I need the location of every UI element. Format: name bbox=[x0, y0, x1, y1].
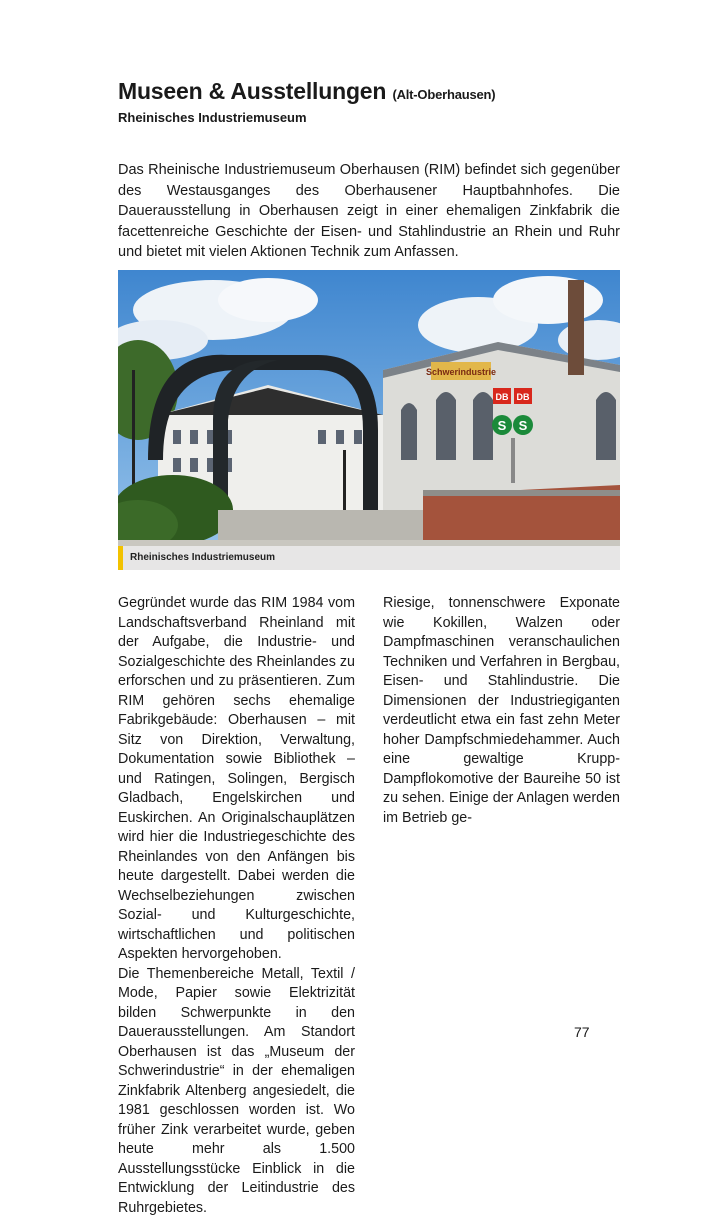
museum-photo-illustration bbox=[118, 270, 620, 570]
db-logo-right: DB bbox=[517, 392, 530, 402]
body-paragraph-1: Gegründet wurde das RIM 1984 vom Landschaftsverband Rheinland mit der Aufgabe, die Industrie- und Sozialgeschichte des Rheinlandes zu erforschen und zu präsentieren. Zum RIM gehören sechs ehemalige Fabrikgebäude: Oberhausen – mit Sitz von Direktion, Verwaltung, Dokumentation sowie Bibliothek – und Ratingen, Solingen, Bergisch Gladbach, Engelskirchen und Euskirchen. An Originalschauplätzen wird hier die Industriegeschichte des Rheinlandes von den Anfängen bis heute dargestellt. Dabei werden die Wechselbeziehungen zwischen Sozial- und Kulturgeschichte, wirtschaftlichen und politischen Aspekten hervorgehoben. bbox=[118, 594, 355, 965]
text-column-left bbox=[118, 594, 355, 1218]
page-title-location: (Alt-Oberhausen) bbox=[392, 87, 495, 102]
photo-caption-text: Rheinisches Industriemuseum bbox=[130, 552, 275, 563]
museum-photo bbox=[118, 270, 620, 570]
photo-caption bbox=[118, 546, 620, 570]
page-title bbox=[118, 78, 495, 105]
body-paragraph-3: Riesige, tonnenschwere Exponate wie Kokillen, Walzen oder Dampfmaschinen veranschaulichen Techniken und Verfahren in Bergbau, Eisen- und Stahlindustrie. Die Dimensionen der Industriegiganten verdeutlicht etwa ein fast zehn Meter hoher Dampfschmiedehammer. Auch eine gewaltige Krupp-Dampflokomotive der Baureihe 50 ist zu sehen. Einige der Anlagen werden im Betrieb ge- bbox=[383, 594, 620, 828]
section-subtitle: Rheinisches Industriemuseum bbox=[118, 110, 307, 125]
body-paragraph-2: Die Themenbereiche Metall, Textil / Mode, Papier sowie Elektrizität bilden Schwerpunkte in den Dauerausstellungen. Am Standort Oberhausen ist das „Museum der Schwerindustrie“ in der ehemaligen Zinkfabrik Altenberg angesiedelt, die 1981 geschlossen worden ist. Wo früher Zink verarbeitet wurde, geben heute mehr als 1.500 Ausstellungsstücke Einblick in die Entwicklung der Leitindustrie des Ruhrgebietes. bbox=[118, 965, 355, 1218]
s-bahn-logo-left: S bbox=[498, 418, 507, 433]
text-column-right bbox=[383, 594, 620, 828]
page-number: 77 bbox=[574, 1024, 590, 1040]
intro-paragraph: Das Rheinische Industriemuseum Oberhausen (RIM) befindet sich gegenüber des Westausganges des Oberhausener Hauptbahnhofes. Die Dauerausstellung in Oberhausen zeigt in einer ehemaligen Zinkfabrik die facettenreiche Geschichte der Eisen- und Stahlindustrie an Rhein und Ruhr und bietet mit vielen Aktionen Technik zum Anfassen. bbox=[118, 160, 620, 263]
s-bahn-logo-right: S bbox=[519, 418, 528, 433]
caption-accent-bar bbox=[118, 546, 123, 570]
db-logo-left: DB bbox=[496, 392, 509, 402]
page-title-main: Museen & Ausstellungen bbox=[118, 78, 386, 104]
schwerindustrie-sign: Schwerindustrie bbox=[426, 367, 496, 377]
